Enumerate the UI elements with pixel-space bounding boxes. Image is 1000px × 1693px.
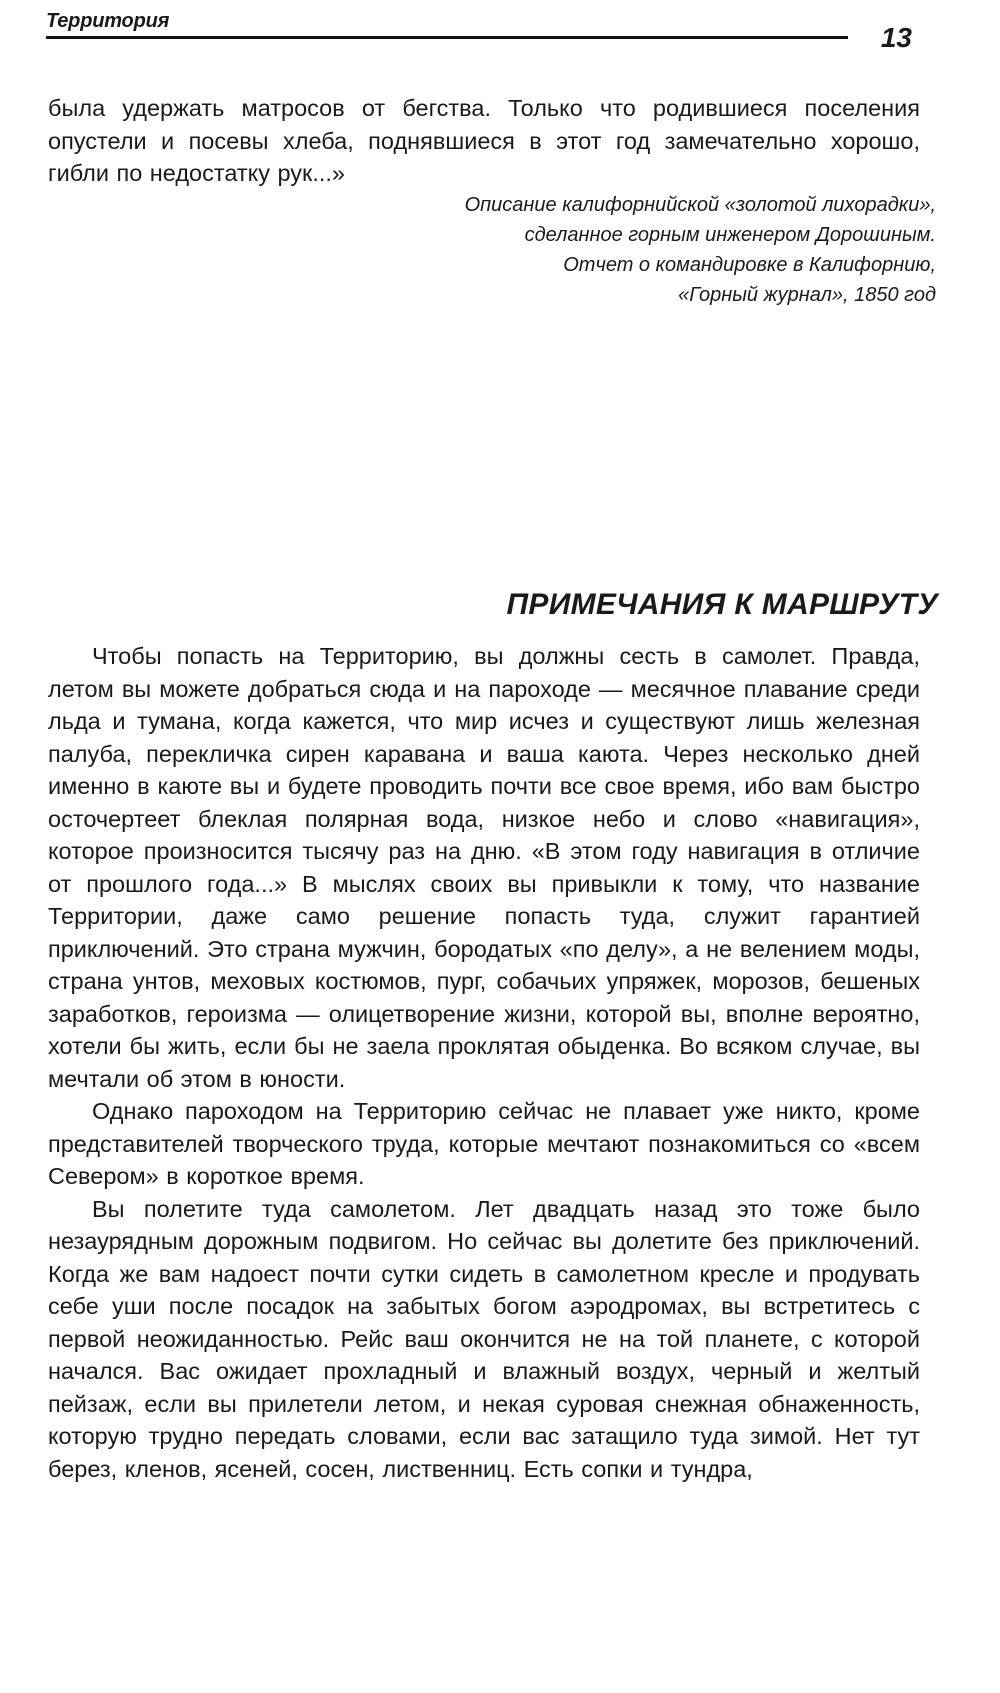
attribution-line: Описание калифорнийской «золотой лихорадки»,: [464, 194, 936, 216]
body-paragraph: Вы полетите туда самолетом. Лет двадцать назад это тоже было незаурядным дорожным подвигом. Но сейчас вы долетите без приключений. Когда же вам надоест почти сутки сидеть в самолетном кресле и продувать себе уши после посадок на забытых богом аэродромах, вы встретитесь с первой неожиданностью. Рейс ваш окончится не на той планете, с которой начался. Вас ожидает прохладный и влажный воздух, черный и желтый пейзаж, если вы прилетели летом, и некая суровая снежная обнаженность, которую трудно передать словами, если вас затащило туда зимой. Нет тут берез, кленов, ясеней, сосен, лиственниц. Есть сопки и тундра,: [48, 1195, 920, 1482]
body-paragraph: Однако пароходом на Территорию сейчас не плавает уже никто, кроме представителей творческого труда, которые мечтают познакомиться со «всем Севером» в короткое время.: [48, 1098, 920, 1189]
attribution-line: «Горный журнал», 1850 год: [678, 284, 936, 306]
header-rule: [46, 36, 848, 39]
body-paragraph: Чтобы попасть на Территорию, вы должны сесть в самолет. Правда, летом вы можете добраться сюда и на пароходе — месячное плавание среди льда и тумана, когда кажется, что мир исчез и существуют лишь железная палуба, перекличка сирен каравана и ваша каюта. Через несколько дней именно в каюте вы и будете проводить почти все свое время, ибо вам быстро осточертеет блеклая полярная вода, низкое небо и слово «навигация», которое произносится тысячу раз на дню. «В этом году навигация в отличие от прошлого года...» В мыслях своих вы привыкли к тому, что название Территории, даже само решение попасть туда, служит гарантией приключений. Это страна мужчин, бородатых «по делу», а не велением моды, страна унтов, меховых костюмов, пург, собачьих упряжек, морозов, бешеных заработков, героизма — олицетворение жизни, которой вы, вполне вероятно, хотели бы жить, если бы не заела проклятая обыденка. Во всяком случае, вы мечтали об этом в юности.: [48, 643, 920, 1092]
epigraph-text: была удержать матросов от бегства. Только что родившиеся поселения опустели и посевы хлеба, поднявшиеся в этот год замечательно хорошо, гибли по недостатку рук...»: [48, 95, 920, 186]
section-title: ПРИМЕЧАНИЯ К МАРШРУТУ: [506, 588, 938, 621]
section-body: [48, 640, 920, 1485]
epigraph-block: [48, 92, 920, 190]
running-head-title: Территория: [46, 10, 170, 32]
page-number: 13: [880, 22, 912, 53]
attribution-line: Отчет о командировке в Калифорнию,: [563, 254, 936, 276]
epigraph-attribution: [465, 190, 936, 310]
attribution-line: сделанное горным инженером Дорошиным.: [524, 224, 936, 246]
